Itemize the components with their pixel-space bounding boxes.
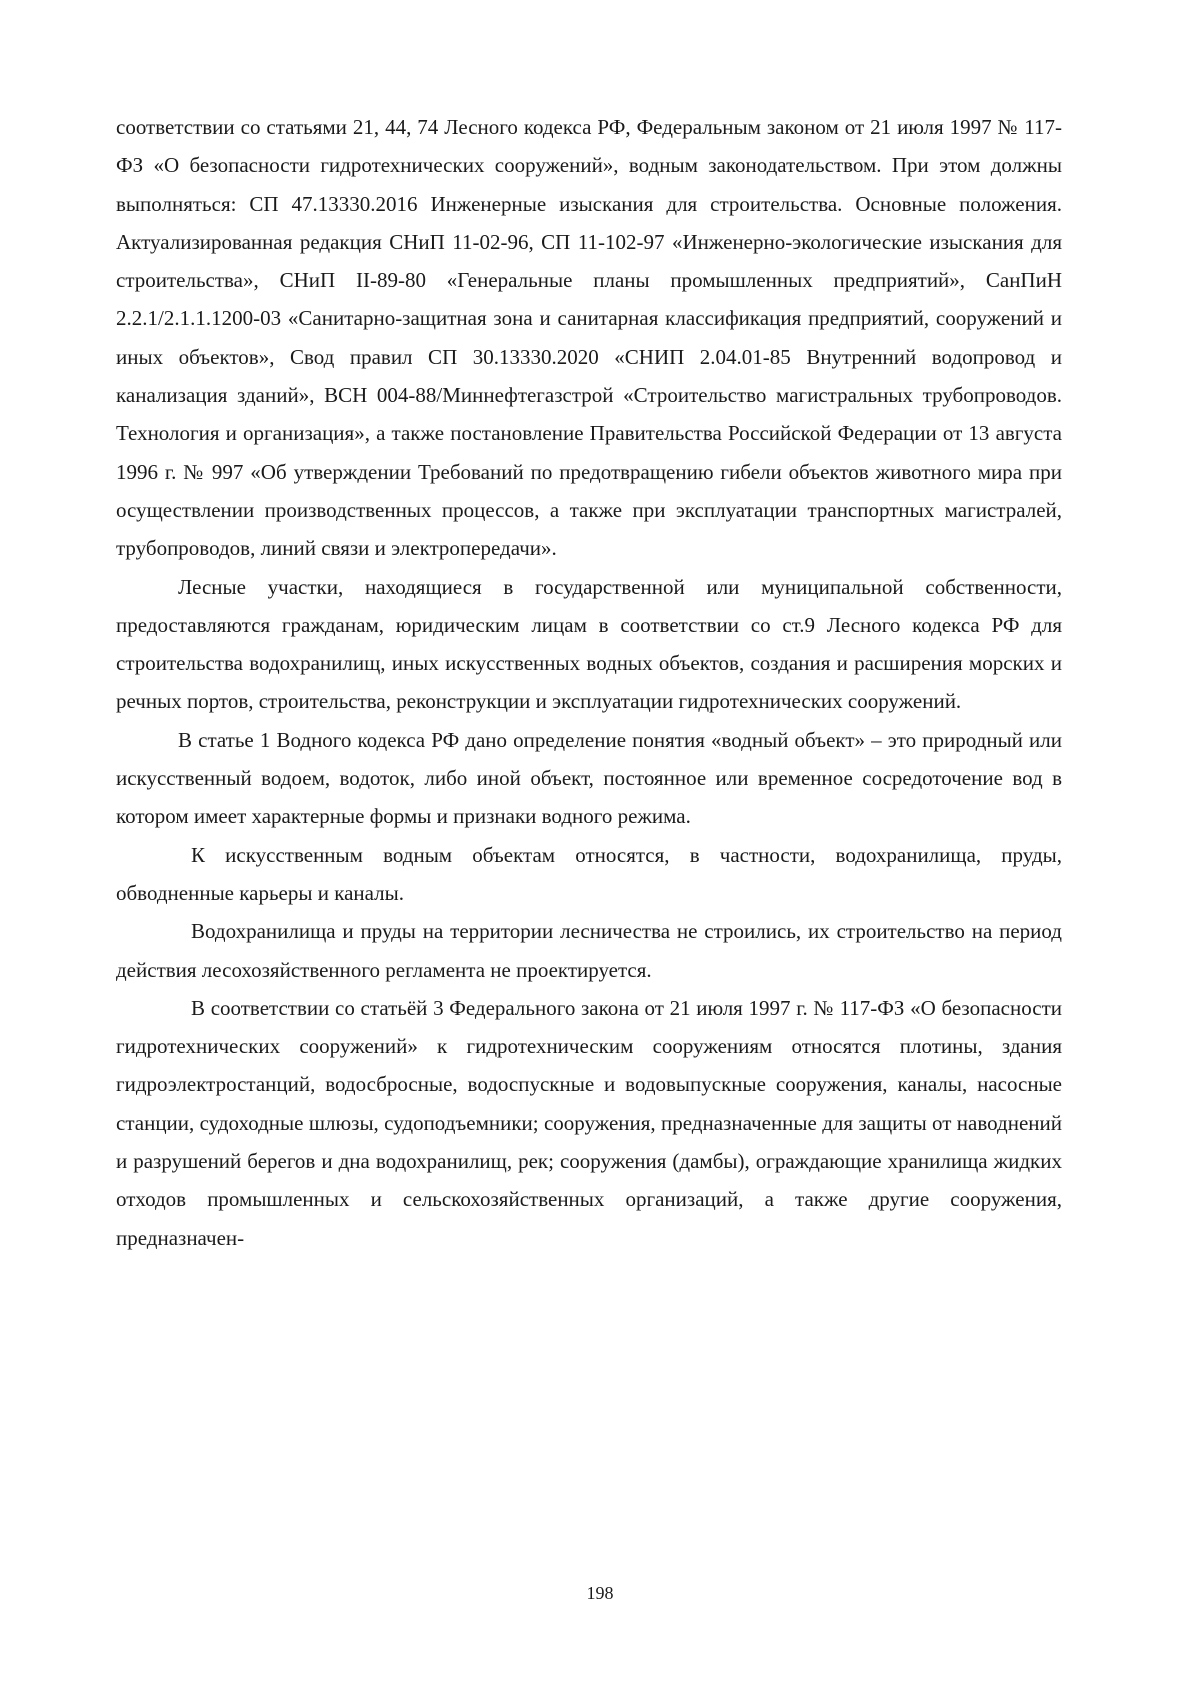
paragraph-hydraulic-structures: В соответствии со статьёй 3 Федерального закона от 21 июля 1997 г. № 117-ФЗ «О безопасности гидротехнических сооружений» к гидротехническим сооружениям относятся плотины, здания гидроэлектростанций, водосбросные, водоспускные и водовыпускные сооружения, каналы, насосные станции, судоходные шлюзы, судоподъемники; сооружения, предназначенные для защиты от наводнений и разрушений берегов и дна водохранилищ, рек; сооружения (дамбы), ограждающие хранилища жидких отходов промышленных и сельскохозяйственных организаций, а также другие сооружения, предназначен- [116,995,1062,1250]
paragraph-artificial-water-objects: К искусственным водным объектам относятся, в частности, водохранилища, пруды, обводненные карьеры и каналы. [116,842,1062,905]
paragraph-reservoirs-ponds: Водохранилища и пруды на территории лесничества не строились, их строительство на период действия лесохозяйственного регламента не проектируется. [116,919,1062,982]
paragraph-water-object-definition: В статье 1 Водного кодекса РФ дано определение понятия «водный объект» – это природный или искусственный водоем, водоток, либо иной объект, постоянное или временное сосредоточение вод в котором имеет характерные формы и признаки водного режима. [116,727,1062,829]
paragraph-forest-plots: Лесные участки, находящиеся в государственной или муниципальной собственности, предоставляются гражданам, юридическим лицам в соответствии со ст.9 Лесного кодекса РФ для строительства водохранилищ, иных искусственных водных объектов, создания и расширения морских и речных портов, строительства, реконструкции и эксплуатации гидротехнических сооружений. [116,574,1062,714]
paragraph-legal-basis: соответствии со статьями 21, 44, 74 Лесного кодекса РФ, Федеральным законом от 21 июля 1997 № 117-ФЗ «О безопасности гидротехнических сооружений», водным законодательством. При этом должны выполняться: СП 47.13330.2016 Инженерные изыскания для строительства. Основные положения. Актуализированная редакция СНиП 11-02-96, СП 11-102-97 «Инженерно-экологические изыскания для строительства», СНиП II-89-80 «Генеральные планы промышленных предприятий», СанПиН 2.2.1/2.1.1.1200-03 «Санитарно-защитная зона и санитарная классификация предприятий, сооружений и иных объектов», Свод правил СП 30.13330.2020 «СНИП 2.04.01-85 Внутренний водопровод и канализация зданий», ВСН 004-88/Миннефтегазстрой «Строительство магистральных трубопроводов. Технология и организация», а также постановление Правительства Российской Федерации от 13 августа 1996 г. № 997 «Об утверждении Требований по предотвращению гибели объектов животного мира при осуществлении производственных процессов, а также при эксплуатации транспортных магистралей, трубопроводов, линий связи и электропередачи». [116,115,1062,561]
page-number: 198 [586,1583,614,1603]
document-body [116,108,1062,1257]
